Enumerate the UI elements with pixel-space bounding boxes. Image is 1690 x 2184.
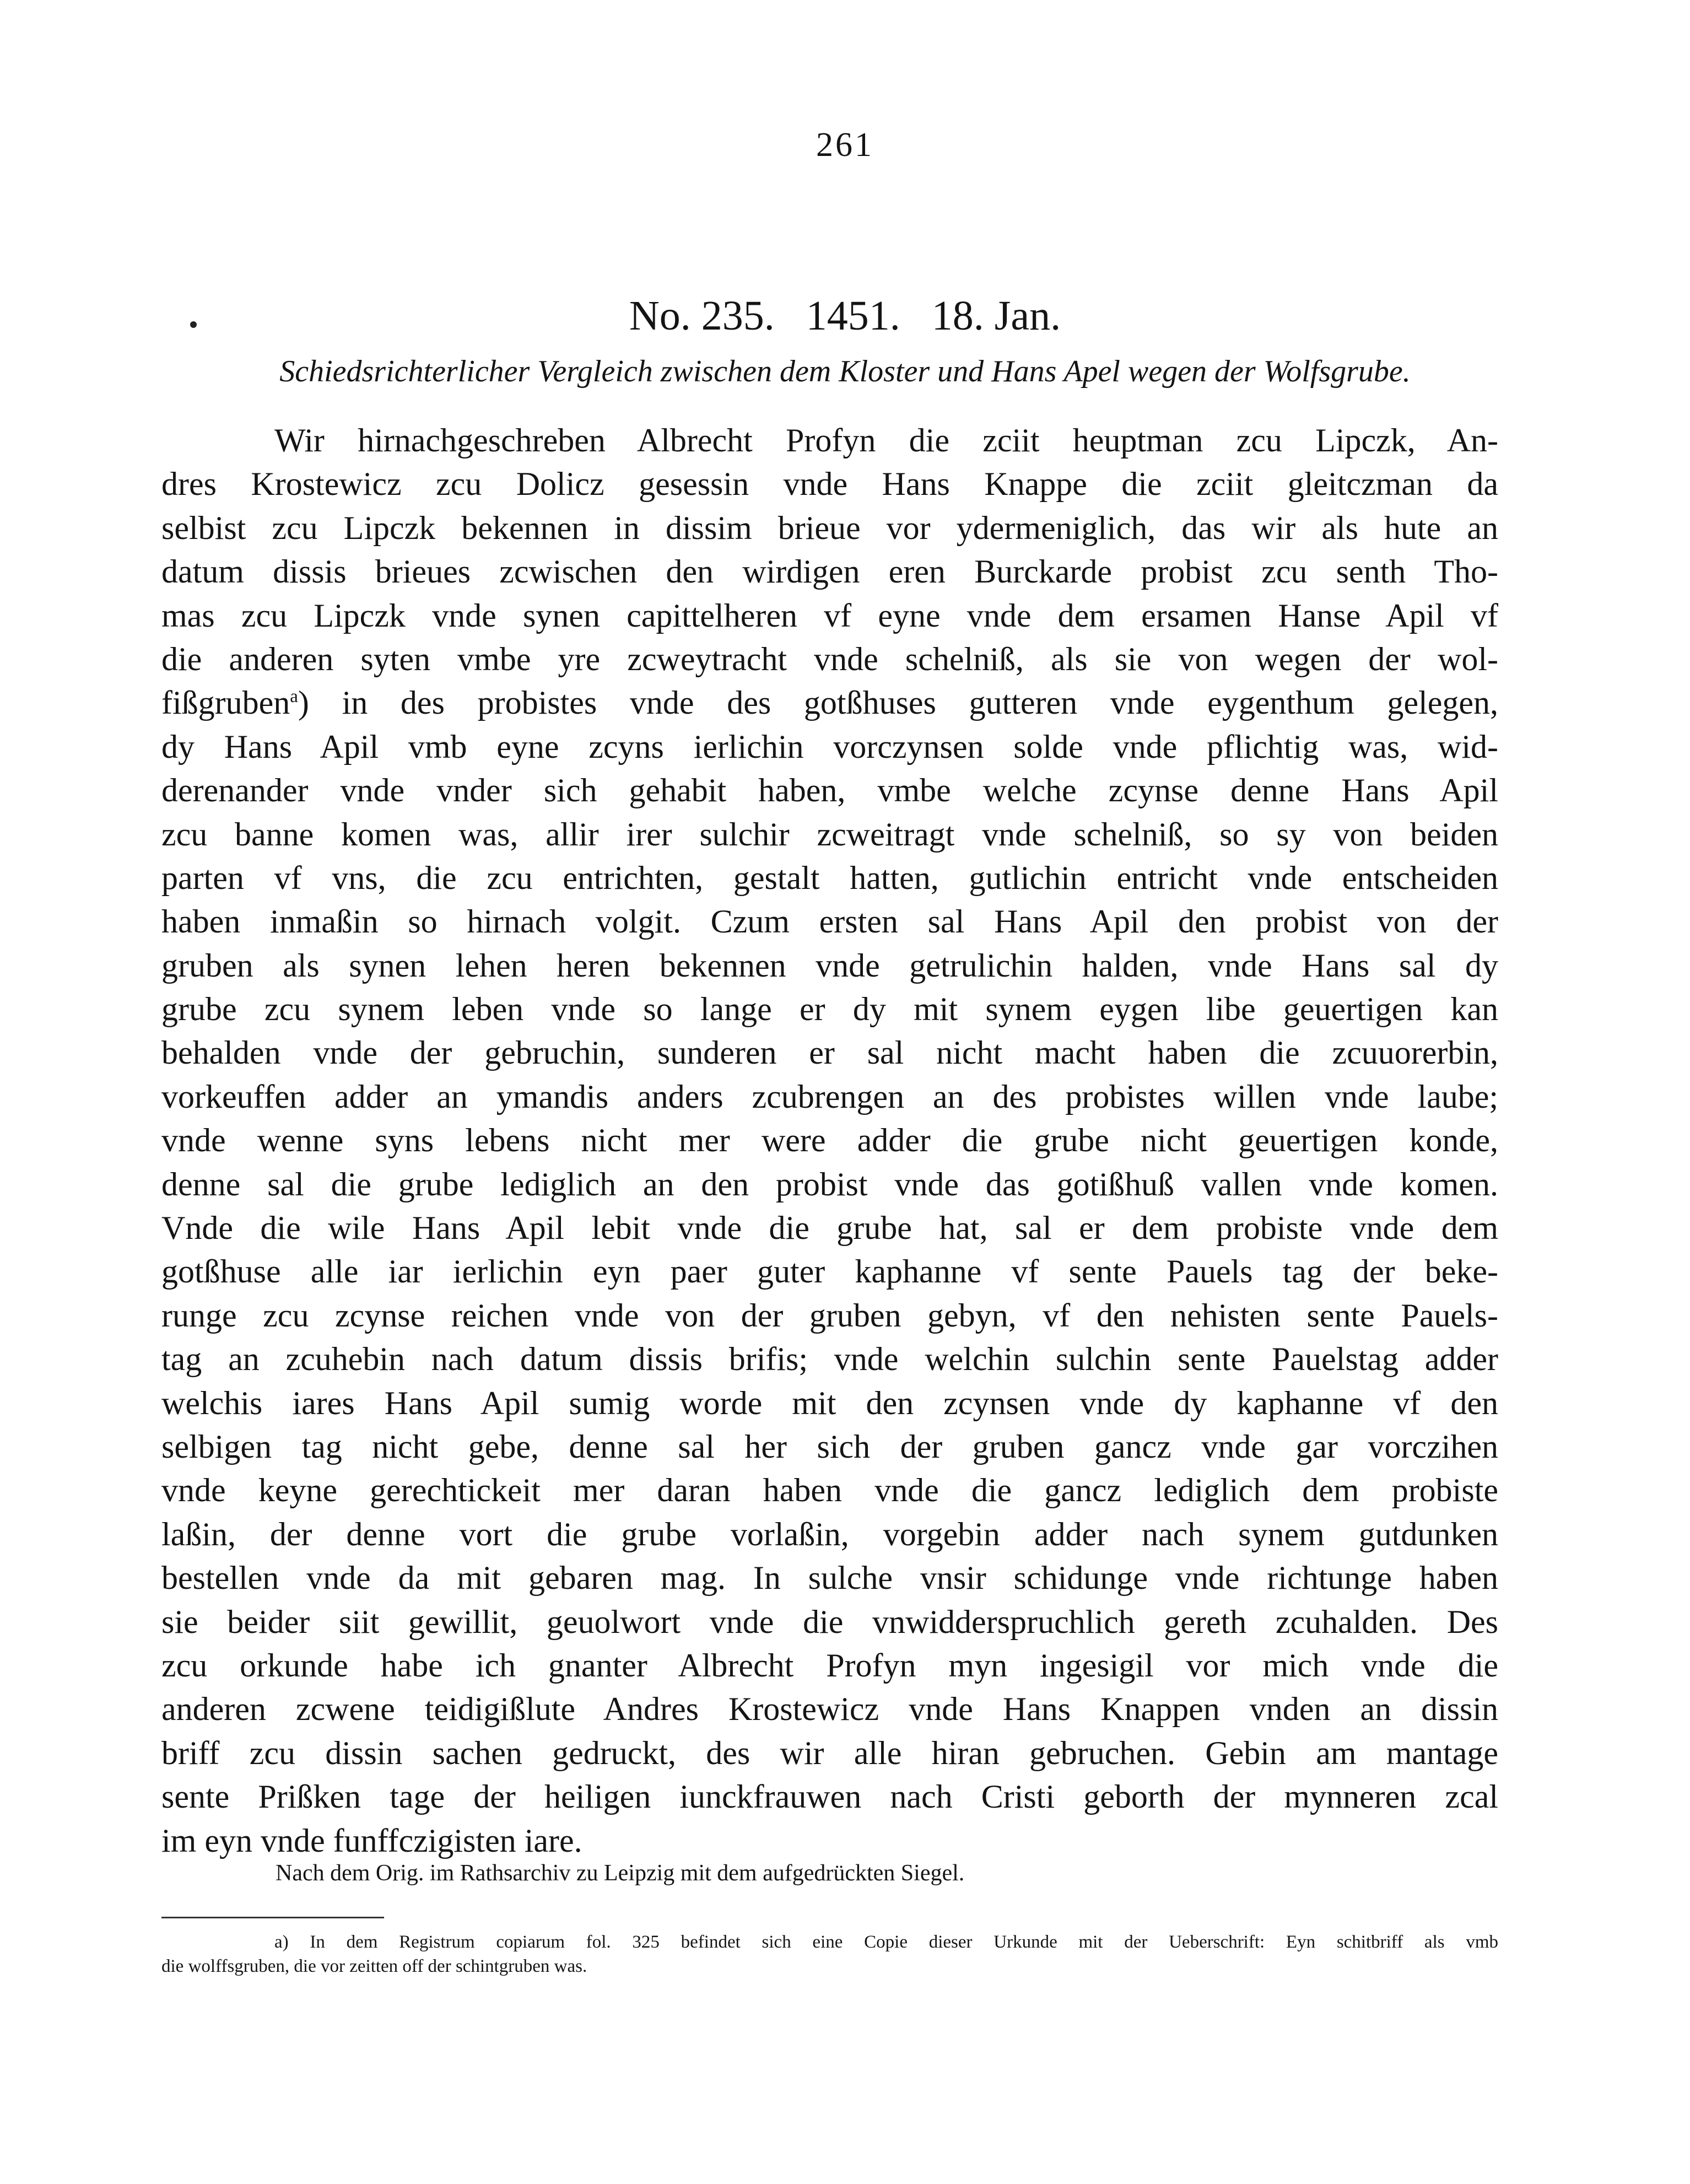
body-line: sente Prißken tage der heiligen iunckfrauwen nach Cristi geborth der mynneren zcal: [161, 1778, 1498, 1815]
body-line: vnde keyne gerechtickeit mer daran haben vnde die gancz lediglich dem probiste: [161, 1472, 1498, 1509]
body-line: mas zcu Lipczk vnde synen capittelheren vf eyne vnde dem ersamen Hanse Apil vf: [161, 597, 1498, 634]
body-line: tag an zcuhebin nach datum dissis brifis; vnde welchin sulchin sente Pauelstag adder: [161, 1341, 1498, 1378]
body-line: parten vf vns, die zcu entrichten, gestalt hatten, gutlichin entricht vnde entscheiden: [161, 859, 1498, 896]
body-line: runge zcu zcynse reichen vnde von der gruben gebyn, vf den nehisten sente Pauels-: [161, 1297, 1498, 1334]
body-line: datum dissis brieues zcwischen den wirdigen eren Burckarde probist zcu senth Tho-: [161, 553, 1498, 590]
body-line: im eyn vnde funffczigisten iare.: [161, 1822, 582, 1859]
body-line: Wir hirnachgeschreben Albrecht Profyn die zciit heuptman zcu Lipczk, An-: [274, 422, 1498, 459]
footnote-line: a) In dem Registrum copiarum fol. 325 befindet sich eine Copie dieser Urkunde mit der Ueberschrift: Eyn schitbriff als vmb: [274, 1932, 1498, 1952]
body-line: briff zcu dissin sachen gedruckt, des wir alle hiran gebruchen. Gebin am mantage: [161, 1734, 1498, 1771]
body-line: grube zcu synem leben vnde so lange er dy mit synem eygen libe geuertigen kan: [161, 991, 1498, 1028]
body-line: derenander vnde vnder sich gehabit haben, vmbe welche zcynse denne Hans Apil: [161, 772, 1498, 809]
body-line-prefix: fißgruben: [161, 684, 290, 721]
body-line-rest: ) in des probistes vnde des gotßhuses gutteren vnde eygenthum gelegen,: [298, 684, 1498, 721]
body-line: behalden vnde der gebruchin, sunderen er sal nicht macht haben die zcuuorerbin,: [161, 1034, 1498, 1071]
body-line: vnde wenne syns lebens nicht mer were adder die grube nicht geuertigen konde,: [161, 1122, 1498, 1159]
body-line: anderen zcwene teidigißlute Andres Krostewicz vnde Hans Knappen vnden an dissin: [161, 1691, 1498, 1728]
source-note: Nach dem Orig. im Rathsarchiv zu Leipzig mit dem aufgedrückten Siegel.: [276, 1861, 965, 1886]
body-line: bestellen vnde da mit gebaren mag. In sulche vnsir schidunge vnde richtunge haben: [161, 1560, 1498, 1597]
body-line: zcu orkunde habe ich gnanter Albrecht Profyn myn ingesigil vor mich vnde die: [161, 1647, 1498, 1684]
footnote: [161, 1930, 1498, 1978]
body-line: sie beider siit gewillit, geuolwort vnde die vnwidderspruchlich gereth zcuhalden. Des: [161, 1603, 1498, 1640]
page-number: 261: [816, 126, 874, 164]
body-line: welchis iares Hans Apil sumig worde mit den zcynsen vnde dy kaphanne vf den: [161, 1384, 1498, 1421]
body-line: haben inmaßin so hirnach volgit. Czum ersten sal Hans Apil den probist von der: [161, 903, 1498, 940]
body-line: selbigen tag nicht gebe, denne sal her sich der gruben gancz vnde gar vorczihen: [161, 1428, 1498, 1465]
body-line: laßin, der denne vort die grube vorlaßin, vorgebin adder nach synem gutdunken: [161, 1516, 1498, 1552]
footnote-marker: a: [290, 687, 298, 707]
body-line: vorkeuffen adder an ymandis anders zcubrengen an des probistes willen vnde laube;: [161, 1078, 1498, 1115]
footnote-divider: [161, 1917, 384, 1918]
body-line: Vnde die wile Hans Apil lebit vnde die grube hat, sal er dem probiste vnde dem: [161, 1210, 1498, 1247]
body-line: selbist zcu Lipczk bekennen in dissim brieue vor ydermeniglich, das wir als hute an: [161, 509, 1498, 546]
body-line: die anderen syten vmbe yre zcweytracht vnde schelniß, als sie von wegen der wol-: [161, 640, 1498, 677]
footnote-line: die wolffsgruben, die vor zeitten off der schintgruben was.: [161, 1956, 587, 1976]
document-heading: No. 235. 1451. 18. Jan.: [629, 293, 1061, 339]
document-body: [161, 419, 1498, 1863]
body-line: zcu banne komen was, allir irer sulchir zcweitragt vnde schelniß, so sy von beiden: [161, 816, 1498, 853]
body-line: dy Hans Apil vmb eyne zcyns ierlichin vorczynsen solde vnde pflichtig was, wid-: [161, 728, 1498, 765]
body-line: denne sal die grube lediglich an den probist vnde das gotißhuß vallen vnde komen.: [161, 1166, 1498, 1202]
document-subheading: Schiedsrichterlicher Vergleich zwischen dem Kloster und Hans Apel wegen der Wolfsgrube.: [279, 354, 1411, 389]
body-line: dres Krostewicz zcu Dolicz gesessin vnde Hans Knappe die zciit gleitczman da: [161, 466, 1498, 503]
body-line-with-footnote: [161, 681, 1498, 725]
body-line: gotßhuse alle iar ierlichin eyn paer guter kaphanne vf sente Pauels tag der beke-: [161, 1253, 1498, 1290]
body-line: gruben als synen lehen heren bekennen vnde getrulichin halden, vnde Hans sal dy: [161, 947, 1498, 984]
